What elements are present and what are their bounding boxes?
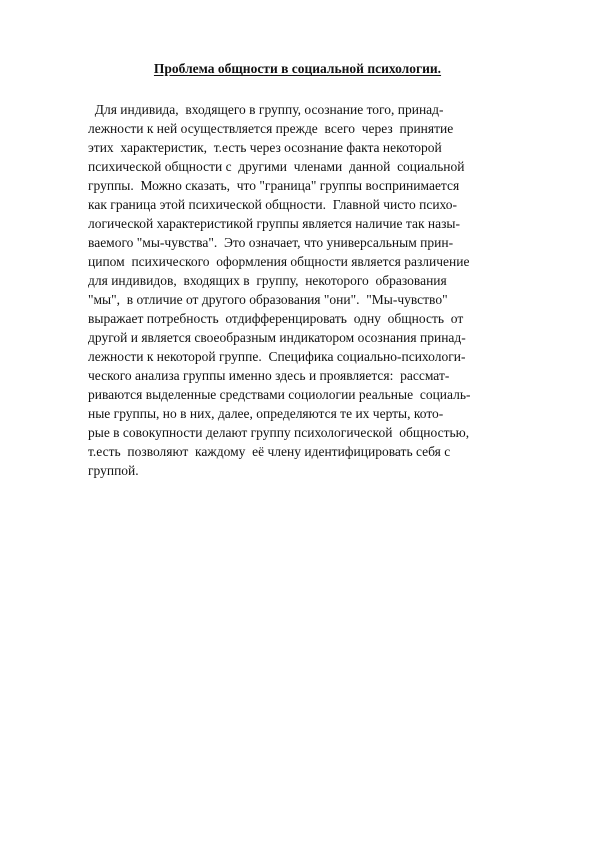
paragraph-line: группой.	[88, 463, 139, 478]
paragraph-line: Для индивида, входящего в группу, осознание того, принад-	[88, 102, 444, 117]
paragraph-line: риваются выделенные средствами социологии реальные социаль-	[88, 387, 471, 402]
paragraph-line: как граница этой психической общности. Главной чисто психо-	[88, 197, 458, 212]
paragraph-line: ципом психического оформления общности является различение	[88, 254, 470, 269]
paragraph-line: "мы", в отличие от другого образования "они". "Мы-чувство"	[88, 292, 448, 307]
paragraph-line: этих характеристик, т.есть через осознание факта некоторой	[88, 140, 442, 155]
paragraph-line: рые в совокупности делают группу психологической общностью,	[88, 425, 470, 440]
paragraph-line: ные группы, но в них, далее, определяются те их черты, кото-	[88, 406, 444, 421]
paragraph-line: ческого анализа группы именно здесь и проявляется: рассмат-	[88, 368, 450, 383]
document-paragraph	[88, 100, 548, 480]
paragraph-line: логической характеристикой группы является наличие так назы-	[88, 216, 460, 231]
paragraph-line: ваемого "мы-чувства". Это означает, что универсальным прин-	[88, 235, 454, 250]
paragraph-line: другой и является своеобразным индикатором осознания принад-	[88, 330, 466, 345]
paragraph-line: психической общности с другими членами данной социальной	[88, 159, 465, 174]
paragraph-line: для индивидов, входящих в группу, некоторого образования	[88, 273, 447, 288]
document-title: Проблема общности в социальной психологии.	[153, 61, 442, 76]
paragraph-line: лежности к некоторой группе. Специфика социально-психологи-	[88, 349, 466, 364]
paragraph-line: лежности к ней осуществляется прежде всего через принятие	[88, 121, 454, 136]
paragraph-line: выражает потребность отдифференцировать одну общность от	[88, 311, 464, 326]
paragraph-line: т.есть позволяют каждому её члену идентифицировать себя с	[88, 444, 451, 459]
paragraph-line: группы. Можно сказать, что "граница" группы воспринимается	[88, 178, 460, 193]
